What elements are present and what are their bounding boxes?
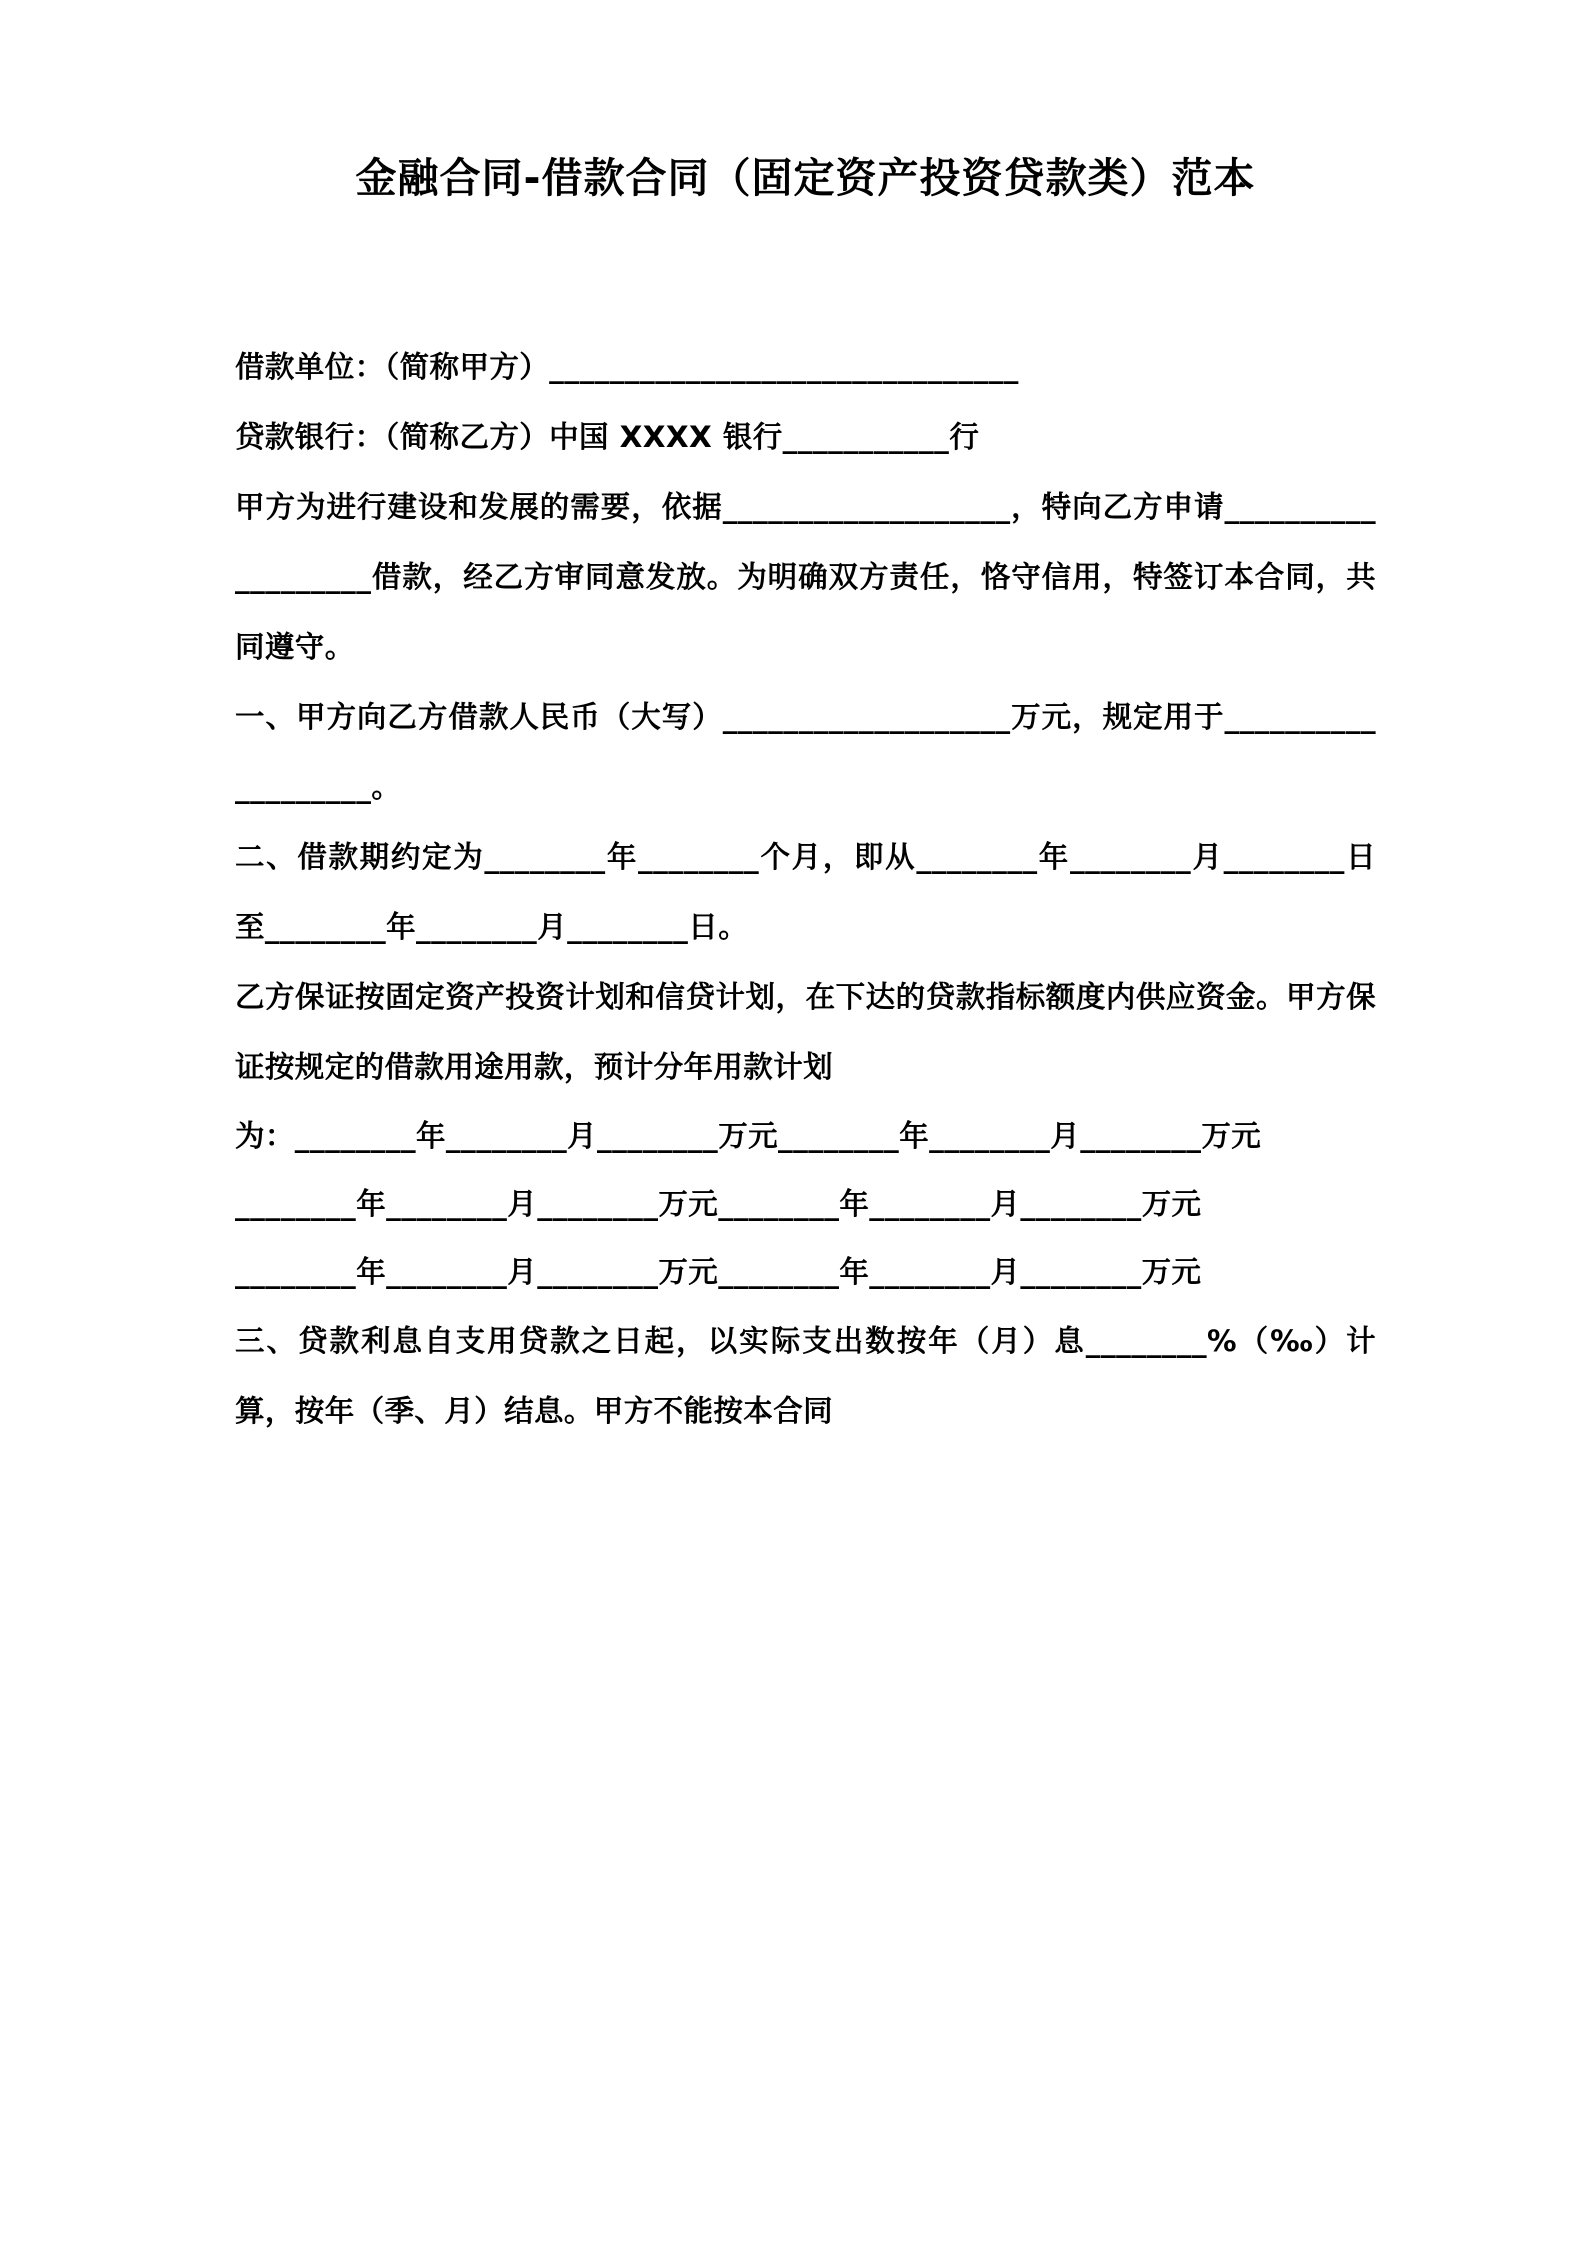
paragraph-lender-bank: 贷款银行：（简称乙方）中国 XXXX 银行___________行 [235, 420, 980, 455]
paragraph-clause-one: 一、甲方向乙方借款人民币（大写）___________________万元，规定用于___________________。 [235, 700, 1376, 805]
paragraph-preamble: 甲方为进行建设和发展的需要，依据___________________，特向乙方申请___________________借款，经乙方审同意发放。为明确双方责任，恪守信用，特签订本合同，共同遵守。 [235, 490, 1376, 665]
paragraph-funding-plan: 乙方保证按固定资产投资计划和信贷计划，在下达的贷款指标额度内供应资金。甲方保证按规定的借款用途用款，预计分年用款计划 [235, 980, 1376, 1085]
document-body [235, 332, 1376, 1446]
page-title: 金融合同-借款合同（固定资产投资贷款类）范本 [355, 154, 1256, 202]
paragraph-clause-three: 三、贷款利息自支用贷款之日起，以实际支出数按年（月）息________%（‰）计算，按年（季、月）结息。甲方不能按本合同 [235, 1324, 1376, 1429]
paragraph-plan-row-2: ________年________月________万元________年________月________万元 [235, 1187, 1202, 1222]
paragraph-plan-row-1: 为：________年________月________万元________年________月________万元 [235, 1119, 1262, 1154]
paragraph-borrower-unit: 借款单位：（简称甲方）_______________________________ [235, 350, 1019, 385]
paragraph-clause-two: 二、借款期约定为________年________个月，即从________年________月________日至________年________月________日。 [235, 840, 1376, 945]
paragraph-plan-row-3: ________年________月________万元________年________月________万元 [235, 1255, 1202, 1290]
